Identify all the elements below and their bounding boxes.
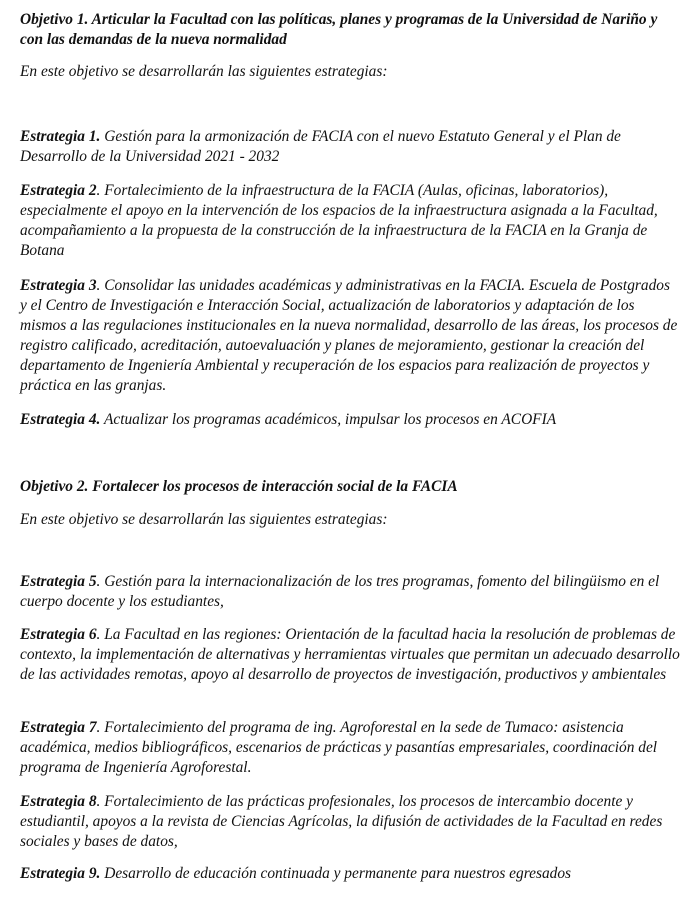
strategy-9-label: Estrategia 9.	[20, 865, 101, 882]
strategy-8	[20, 792, 680, 852]
strategy-3-text: . Consolidar las unidades académicas y administrativas en la FACIA. Escuela de Postgrados y el Centro de Investigación e Interacción Social, actualización de laboratorios y adaptación de los mismos a las regulaciones institucionales en la nueva normalidad, desarrollo de las áreas, los procesos de registro calificado, acreditación, autoevaluación y planes de mejoramiento, gestionar la creación del departamento de Ingeniería Ambiental y recuperación de los espacios para realización de proyectos y práctica en las granjas.	[20, 277, 678, 394]
strategy-5	[20, 572, 680, 612]
objective-1-intro: En este objetivo se desarrollarán las siguientes estrategias:	[20, 63, 388, 80]
strategy-3	[20, 276, 680, 396]
strategy-5-text: . Gestión para la internacionalización de los tres programas, fomento del bilingüismo en el cuerpo docente y los estudiantes,	[20, 573, 660, 610]
strategy-2	[20, 181, 680, 261]
strategy-4-label: Estrategia 4.	[20, 411, 101, 428]
strategy-5-label: Estrategia 5	[20, 573, 97, 590]
strategy-7-label: Estrategia 7	[20, 719, 97, 736]
strategy-7	[20, 718, 680, 778]
strategy-2-label: Estrategia 2	[20, 182, 97, 199]
strategy-1-label: Estrategia 1.	[20, 128, 101, 145]
strategy-6-label: Estrategia 6	[20, 626, 97, 643]
strategy-9	[20, 864, 680, 884]
strategy-4	[20, 410, 680, 430]
strategy-2-text: . Fortalecimiento de la infraestructura de la FACIA (Aulas, oficinas, laboratorios), especialmente el apoyo en la intervención de los espacios de la infraestructura asignada a la Facultad, acompañamiento a la propuesta de la construcción de la infraestructura de la FACIA en la Granja de Botana	[20, 182, 658, 259]
objective-2-title: Objetivo 2. Fortalecer los procesos de interacción social de la FACIA	[20, 478, 458, 495]
objective-2-intro: En este objetivo se desarrollarán las siguientes estrategias:	[20, 511, 388, 528]
objective-1-title: Objetivo 1. Articular la Facultad con las políticas, planes y programas de la Universidad de Nariño y con las demandas de la nueva normalidad	[20, 11, 658, 48]
strategy-6-text: . La Facultad en las regiones: Orientación de la facultad hacia la resolución de problemas de contexto, la implementación de alternativas y herramientas virtuales que permitan un adecuado desarrollo de las actividades remotas, apoyo al desarrollo de proyectos de investigación, productivos y ambientales	[20, 626, 680, 683]
strategy-6	[20, 625, 680, 685]
strategy-1	[20, 127, 680, 167]
strategy-1-text: Gestión para la armonización de FACIA con el nuevo Estatuto General y el Plan de Desarrollo de la Universidad 2021 - 2032	[20, 128, 621, 165]
strategy-3-label: Estrategia 3	[20, 277, 97, 294]
strategy-8-text: . Fortalecimiento de las prácticas profesionales, los procesos de intercambio docente y estudiantil, apoyos a la revista de Ciencias Agrícolas, la difusión de actividades de la Facultad en redes sociales y bases de datos,	[20, 793, 663, 850]
strategy-9-text: Desarrollo de educación continuada y permanente para nuestros egresados	[100, 865, 572, 882]
strategy-7-text: . Fortalecimiento del programa de ing. Agroforestal en la sede de Tumaco: asistencia académica, medios bibliográficos, escenarios de prácticas y pasantías empresariales, coordinación del programa de Ingeniería Agroforestal.	[20, 719, 658, 776]
strategy-8-label: Estrategia 8	[20, 793, 97, 810]
strategy-4-text: Actualizar los programas académicos, impulsar los procesos en ACOFIA	[100, 411, 557, 428]
